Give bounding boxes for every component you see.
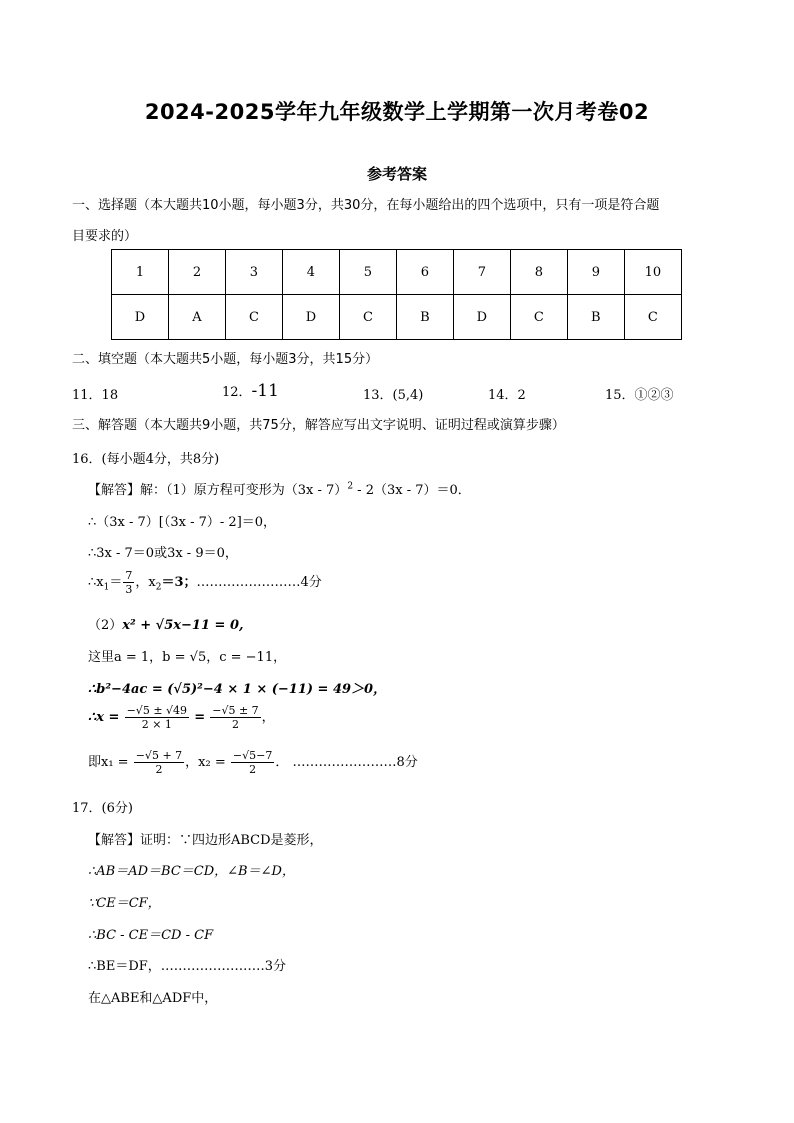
text: ．	[275, 755, 289, 770]
section2-heading: 二、填空题（本大题共5小题，每小题3分，共15分）	[72, 352, 379, 367]
text: ，	[261, 710, 275, 725]
table-row-answers	[112, 295, 682, 340]
table-cell: 9	[567, 250, 624, 295]
table-cell: 3	[225, 250, 282, 295]
q17-line-4: ∴BC - CE＝CD - CF	[88, 928, 214, 943]
equation: x² + √5x−11 = 0,	[122, 618, 244, 633]
table-cell: D	[112, 295, 169, 340]
text: ∴x =	[88, 710, 120, 725]
page-subtitle: 参考答案	[366, 165, 427, 183]
q16-line-7: ∴b²−4ac = (√5)²−4 × 1 × (−11) = 49＞0，	[88, 682, 387, 697]
table-cell: 7	[453, 250, 510, 295]
denominator: 2	[155, 763, 163, 776]
fill-value: -11	[251, 381, 279, 401]
table-cell: A	[168, 295, 225, 340]
fraction	[210, 704, 260, 731]
score-dots: ……………………4分	[196, 575, 322, 590]
table-cell: 5	[339, 250, 396, 295]
text: ∴x	[88, 575, 104, 590]
table-cell: C	[624, 295, 681, 340]
table-cell: C	[225, 295, 282, 340]
q16-line-5	[88, 614, 244, 633]
fill-answer-11	[72, 384, 118, 403]
q17-line-5: ∴BE＝DF，……………………3分	[88, 959, 287, 974]
q16-line-6: 这里a = 1，b = √5，c = −11，	[88, 650, 287, 665]
numerator: 7	[125, 569, 133, 582]
denominator: 2	[249, 763, 257, 776]
q17-line-1: 【解答】证明：∵四边形ABCD是菱形，	[88, 833, 323, 848]
fill-answer-13	[363, 384, 423, 403]
text: （2）	[88, 618, 123, 633]
q17-line-3: ∵CE＝CF，	[88, 896, 161, 911]
page-title: 2024-2025学年九年级数学上学期第一次月考卷02	[144, 100, 650, 124]
table-cell: 10	[624, 250, 681, 295]
fraction	[123, 569, 134, 596]
table-cell: D	[453, 295, 510, 340]
section1-heading-line2: 目要求的）	[72, 229, 138, 244]
subscript: 1	[103, 582, 110, 593]
text: ＝	[109, 575, 123, 590]
answer-table	[111, 249, 682, 340]
text: 即x₁ =	[88, 755, 129, 770]
table-cell: C	[339, 295, 396, 340]
q16-line-1	[88, 479, 471, 498]
fill-label: 12．	[222, 385, 252, 400]
table-cell: 1	[112, 250, 169, 295]
text: ＝3；	[161, 575, 197, 590]
numerator: −√5−7	[232, 749, 273, 762]
fill-answer-12	[222, 381, 279, 401]
q17-line-2: ∴AB＝AD＝BC＝CD，∠B＝∠D，	[88, 864, 295, 879]
text: - 2（3x - 7）＝0．	[353, 483, 471, 498]
denominator: 2 × 1	[141, 718, 172, 731]
table-row-numbers	[112, 250, 682, 295]
fill-label: 14．	[488, 388, 518, 403]
section1-heading-line1: 一、选择题（本大题共10小题，每小题3分，共30分，在每小题给出的四个选项中，只有一项是符合题	[72, 198, 660, 213]
fill-answer-14	[488, 384, 526, 403]
table-cell: 2	[168, 250, 225, 295]
fraction	[134, 749, 184, 776]
q17-header: 17．(6分)	[72, 801, 133, 816]
text: ，x	[135, 575, 156, 590]
denominator: 2	[231, 718, 239, 731]
table-cell: C	[510, 295, 567, 340]
q16-line-2: ∴（3x - 7）[（3x - 7）- 2]＝0，	[88, 515, 277, 530]
fill-label: 13．	[363, 388, 393, 403]
fill-value: 18	[101, 388, 119, 403]
q16-line-4	[88, 569, 322, 596]
text: 【解答】解：（1）原方程可变形为（3x - 7）	[88, 483, 348, 498]
denominator: 3	[125, 583, 133, 596]
fill-label: 15．	[605, 388, 635, 403]
fill-value: 2	[517, 388, 526, 403]
table-cell: D	[282, 295, 339, 340]
section3-heading: 三、解答题（本大题共9小题，共75分，解答应写出文字说明、证明过程或演算步骤）	[72, 418, 565, 433]
q16-line-9	[88, 749, 418, 776]
fill-answer-15	[605, 384, 674, 403]
subscript: 2	[155, 582, 162, 593]
numerator: −√5 ± 7	[212, 704, 259, 717]
q16-line-8	[88, 704, 275, 731]
q16-header: 16．(每小题4分，共8分)	[72, 452, 220, 467]
q16-line-3: ∴3x - 7＝0或3x - 9＝0，	[88, 546, 238, 561]
fill-value: ①②③	[634, 388, 674, 403]
superscript: 2	[347, 481, 354, 492]
q17-line-6: 在△ABE和△ADF中，	[88, 991, 218, 1006]
text: ，x₂ =	[185, 755, 226, 770]
fill-value: (5,4)	[392, 388, 424, 403]
table-cell: B	[567, 295, 624, 340]
text: =	[194, 710, 206, 725]
numerator: −√5 ± √49	[126, 704, 188, 717]
table-cell: 4	[282, 250, 339, 295]
score-dots: ……………………8分	[292, 755, 418, 770]
numerator: −√5 + 7	[135, 749, 183, 762]
fraction	[125, 704, 189, 731]
table-cell: 6	[396, 250, 453, 295]
fraction	[231, 749, 274, 776]
table-cell: B	[396, 295, 453, 340]
table-cell: 8	[510, 250, 567, 295]
fill-label: 11．	[72, 388, 102, 403]
